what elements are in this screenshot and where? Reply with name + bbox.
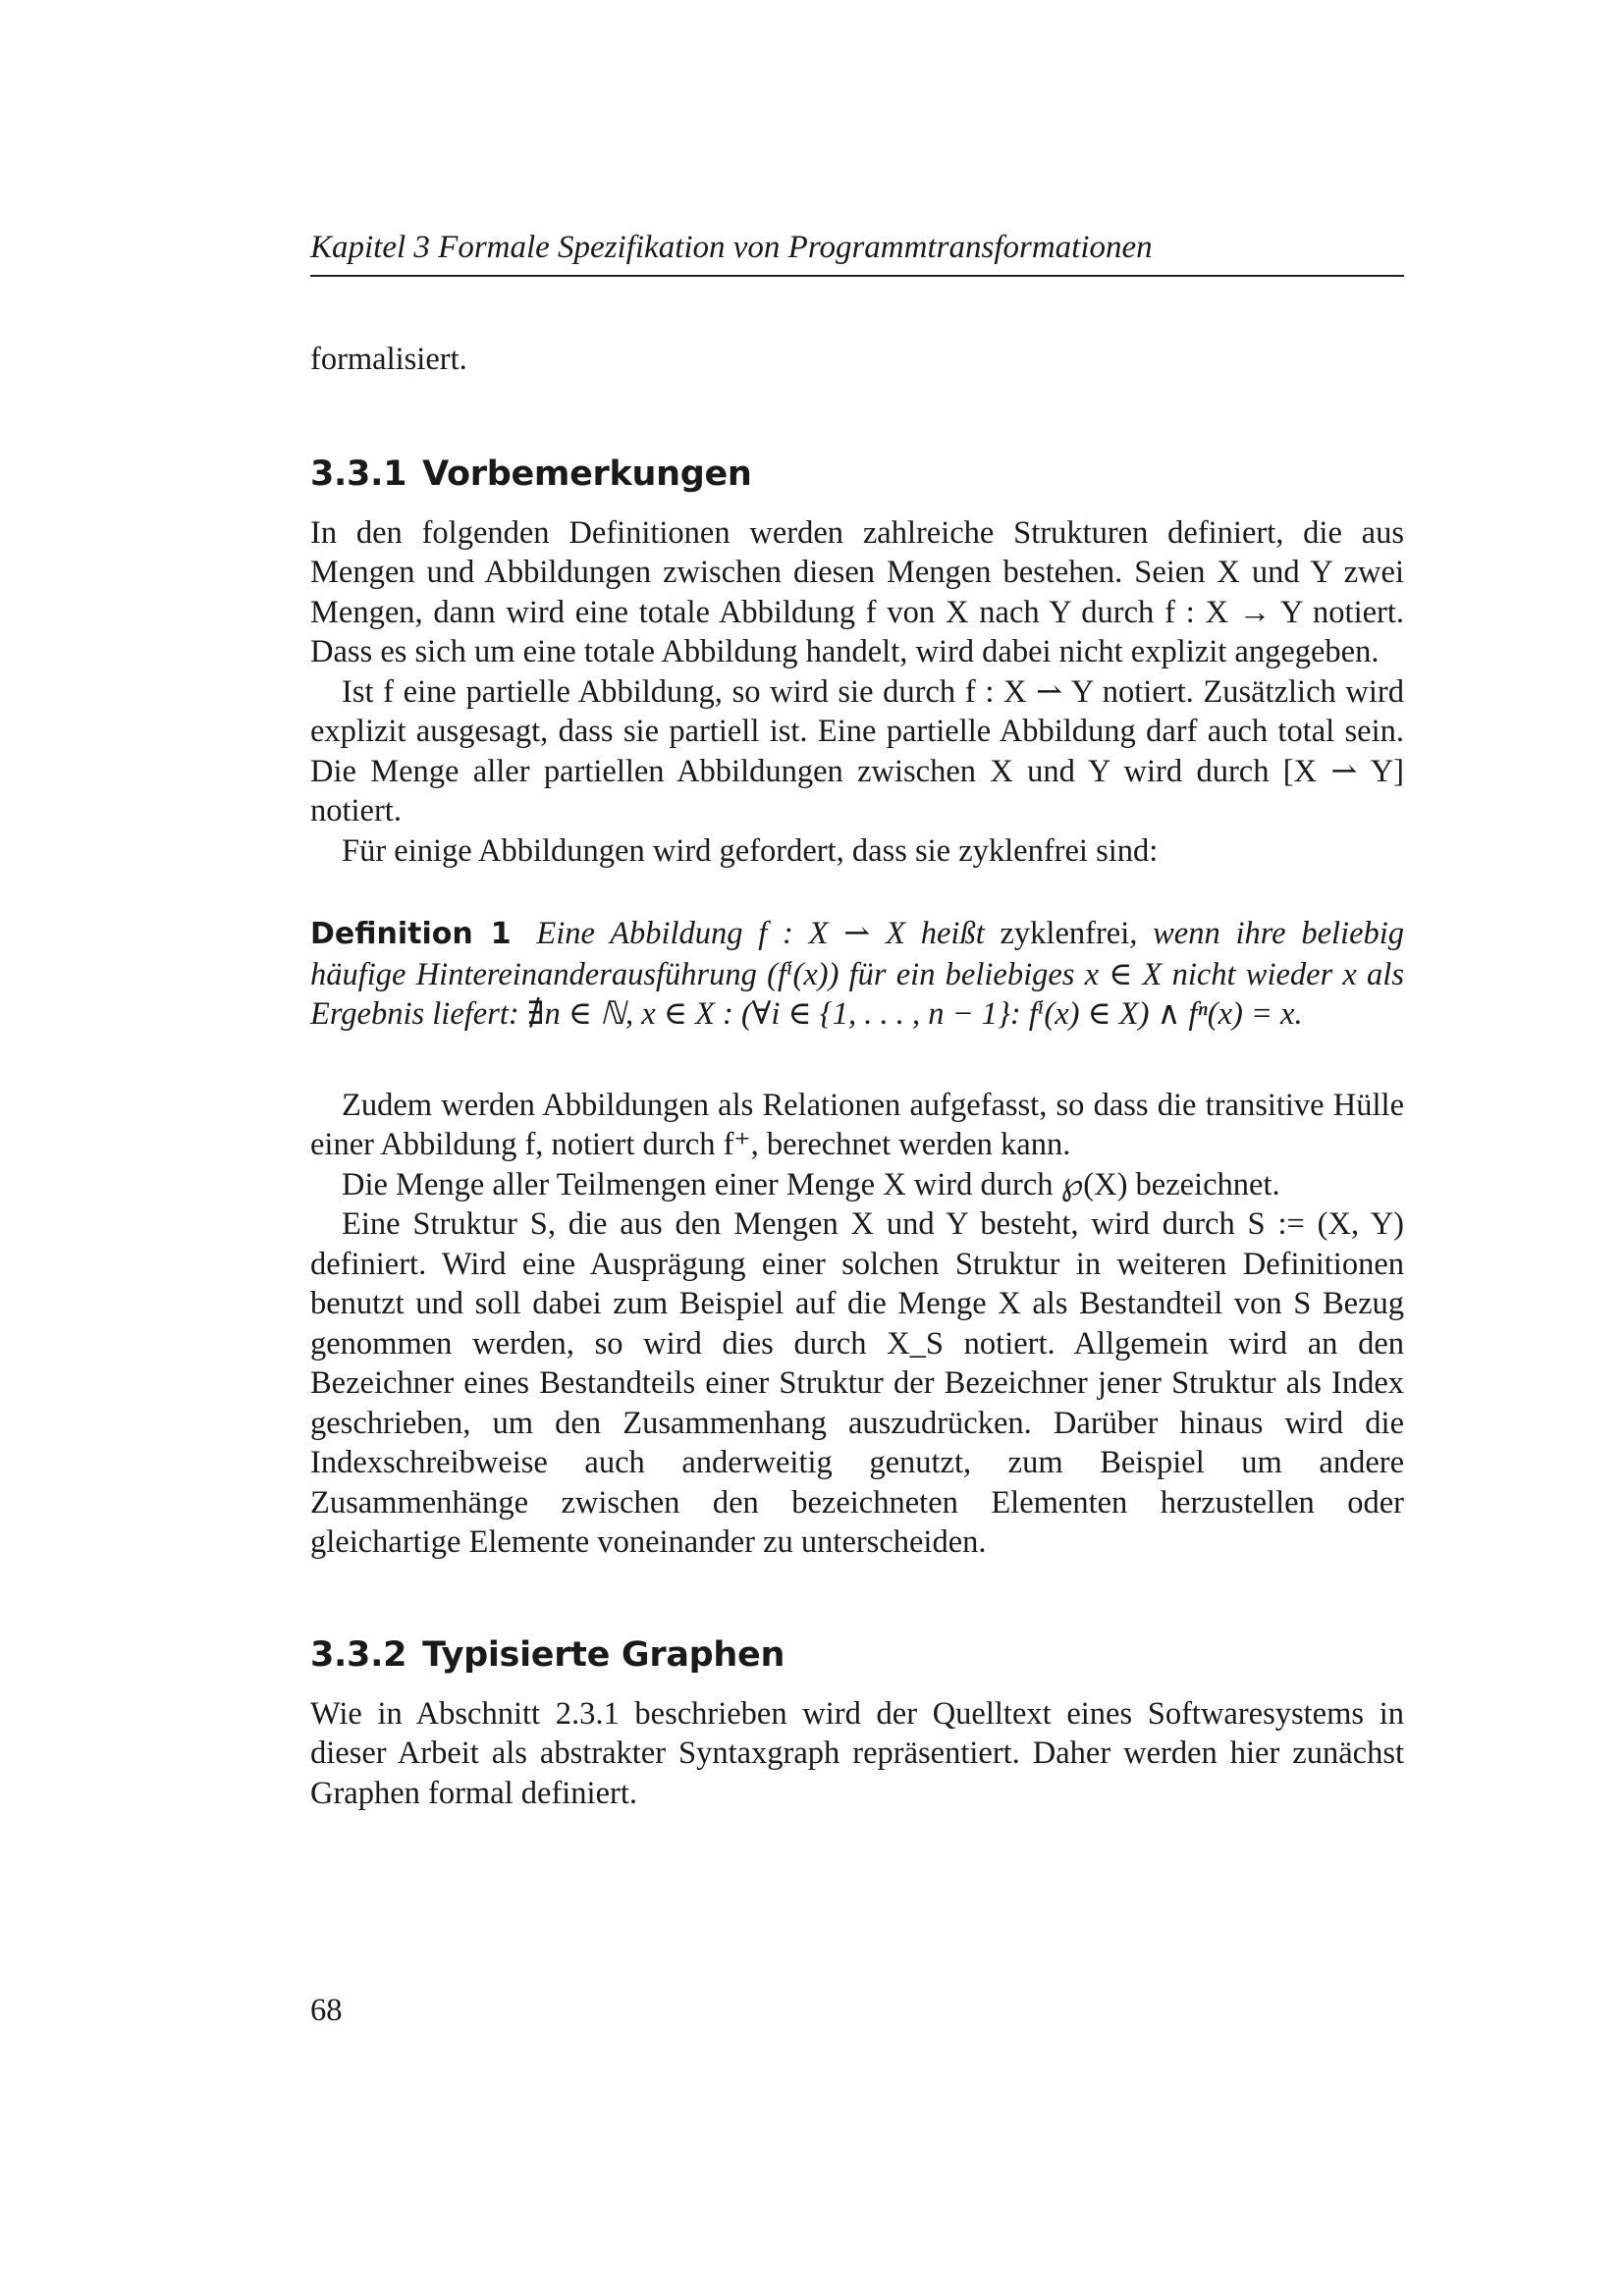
paragraph: In den folgenden Definitionen werden zahlreiche Strukturen definiert, die aus Mengen und Abbildungen zwischen diesen Mengen bestehen. Seien X und Y zwei Mengen, dann wird eine totale Abbildung f von X nach Y durch f : X → Y notiert. Dass es sich um eine totale Abbildung handelt, wird dabei nicht explizit angegeben. — [310, 514, 1404, 669]
paragraph: Die Menge aller Teilmengen einer Menge X wird durch ℘(X) bezeichnet. — [342, 1166, 1280, 1202]
section-title: Vorbemerkungen — [422, 454, 752, 494]
definition-label: Definition 1 — [310, 917, 512, 951]
paragraph: Ist f eine partielle Abbildung, so wird sie durch f : X ⇀ Y notiert. Zusätzlich wird explizit ausgesagt, dass sie partiell ist. Eine partielle Abbildung darf auch total sein. Die Menge aller partiellen Abbildungen zwischen X und Y wird durch [X ⇀ Y] notiert. — [310, 673, 1404, 828]
section-number: 3.3.1 — [310, 454, 407, 494]
paragraph: Für einige Abbildungen wird gefordert, dass sie zyklenfrei sind: — [342, 832, 1159, 869]
definition-term: zyklenfrei — [1000, 916, 1130, 951]
running-header: Kapitel 3 Formale Spezifikation von Programmtransformationen — [310, 228, 1404, 277]
definition-text-before: Eine Abbildung f : X ⇀ X heißt — [536, 916, 985, 951]
section-heading-3-3-1 — [310, 453, 1404, 496]
section-number: 3.3.2 — [310, 1634, 407, 1675]
page-number: 68 — [310, 1993, 343, 2028]
definition-block — [310, 914, 1404, 1035]
continuation-text: formalisiert. — [310, 342, 467, 377]
section-heading-3-3-2 — [310, 1633, 1404, 1677]
page-body — [310, 340, 1404, 1813]
section-title: Typisierte Graphen — [422, 1634, 785, 1675]
paragraph: Zudem werden Abbildungen als Relationen aufgefasst, so dass die transitive Hülle einer Abbildung f, notiert durch f⁺, berechnet werden kann. — [310, 1087, 1404, 1162]
definition-text-after: , wenn ihre beliebig häufige Hintereinanderausführung (fⁱ(x)) für ein beliebiges x ∈ X nicht wieder x als Ergebnis liefert: ∄n ∈ ℕ, x ∈ X : (∀i ∈ {1, . . . , n − 1}: fⁱ(x) ∈ X) ∧ fⁿ(x) = x. — [310, 916, 1405, 1032]
paragraph: Wie in Abschnitt 2.3.1 beschrieben wird der Quelltext eines Softwaresystems in dieser Arbeit als abstrakter Syntaxgraph repräsentiert. Daher werden hier zunächst Graphen formal definiert. — [310, 1695, 1404, 1811]
paragraph: Eine Struktur S, die aus den Mengen X und Y besteht, wird durch S := (X, Y) definiert. Wird eine Ausprägung einer solchen Struktur in weiteren Definitionen benutzt und soll dabei zum Beispiel auf die Menge X als Bestandteil von S Bezug genommen werden, so wird dies durch X_S notiert. Allgemein wird an den Bezeichner eines Bestandteils einer Struktur der Bezeichner jener Struktur als Index geschrieben, um den Zusammenhang auszudrücken. Darüber hinaus wird die Indexschreibweise auch anderweitig genutzt, zum Beispiel um andere Zusammenhänge zwischen den bezeichneten Elementen herzustellen oder gleichartige Elemente voneinander zu unterscheiden. — [310, 1206, 1404, 1560]
